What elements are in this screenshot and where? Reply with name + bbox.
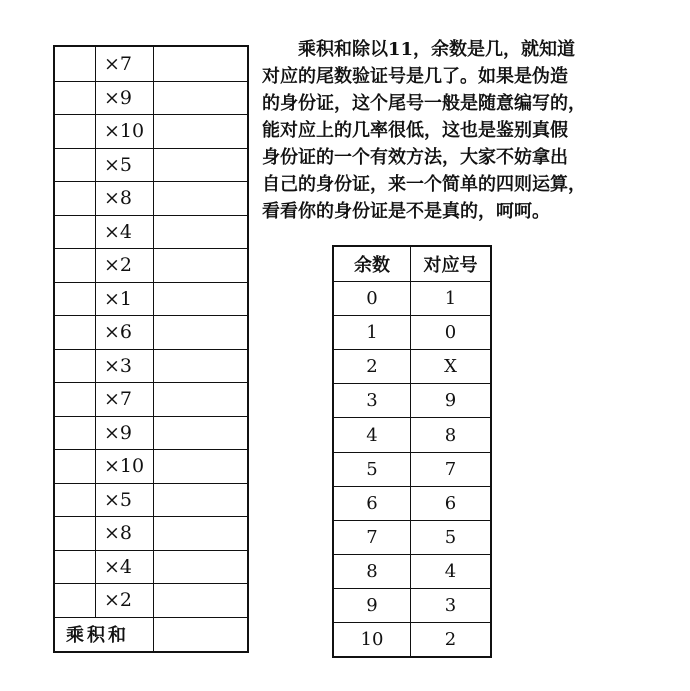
product-cell (154, 283, 247, 316)
product-cell (154, 216, 247, 249)
lookup-row (334, 315, 490, 349)
lookup-row (334, 281, 490, 315)
digit-cell (55, 450, 96, 483)
multiplier-row (55, 583, 247, 617)
check-digit-cell: 6 (444, 492, 457, 514)
header-check-digit: 对应号 (423, 255, 478, 277)
multiplier-table (53, 45, 249, 653)
check-digit-cell: 3 (444, 594, 457, 616)
remainder-cell: 9 (334, 589, 411, 622)
lookup-row (334, 588, 490, 622)
check-digit-cell: 5 (444, 526, 457, 548)
total-row (55, 617, 247, 651)
multiplier-row (55, 248, 247, 282)
lookup-row (334, 417, 490, 451)
digit-cell (55, 149, 96, 182)
multiplier-cell: ×9 (96, 417, 154, 450)
product-cell (154, 517, 247, 550)
product-cell (154, 82, 247, 115)
product-cell (154, 182, 247, 215)
multiplier-cell: ×5 (96, 484, 154, 517)
digit-cell (55, 316, 96, 349)
paragraph-line: 乘积和除以11，余数是几，就知道 (298, 39, 576, 60)
paragraph-line: 身份证的一个有效方法，大家不妨拿出 (262, 147, 568, 168)
digit-cell (55, 182, 96, 215)
multiplier-row (55, 516, 247, 550)
digit-cell (55, 383, 96, 416)
remainder-cell: 5 (334, 453, 411, 486)
remainder-cell: 1 (334, 316, 411, 349)
check-digit-cell: X (444, 356, 457, 378)
remainder-cell: 6 (334, 487, 411, 520)
multiplier-cell: ×7 (96, 47, 154, 81)
multiplier-row (55, 416, 247, 450)
multiplier-row (55, 483, 247, 517)
multiplier-row (55, 215, 247, 249)
product-cell (154, 551, 247, 584)
digit-cell (55, 551, 96, 584)
multiplier-row (55, 550, 247, 584)
product-cell (154, 383, 247, 416)
total-value-cell (154, 618, 247, 651)
product-cell (154, 149, 247, 182)
lookup-row (334, 554, 490, 588)
product-cell (154, 47, 247, 81)
digit-cell (55, 584, 96, 617)
remainder-cell: 2 (334, 350, 411, 383)
lookup-row (334, 383, 490, 417)
multiplier-row (55, 81, 247, 115)
multiplier-row (55, 315, 247, 349)
multiplier-cell: ×4 (96, 216, 154, 249)
multiplier-cell: ×2 (96, 249, 154, 282)
lookup-row (334, 520, 490, 554)
product-cell (154, 450, 247, 483)
remainder-cell: 0 (334, 282, 411, 315)
product-cell (154, 249, 247, 282)
digit-cell (55, 350, 96, 383)
product-cell (154, 316, 247, 349)
product-cell (154, 417, 247, 450)
multiplier-row (55, 382, 247, 416)
multiplier-row (55, 114, 247, 148)
paragraph-line: 对应的尾数验证号是几了。如果是伪造 (262, 66, 568, 87)
multiplier-row (55, 47, 247, 81)
digit-cell (55, 517, 96, 550)
lookup-row (334, 622, 490, 656)
multiplier-cell: ×1 (96, 283, 154, 316)
lookup-row (334, 486, 490, 520)
multiplier-row (55, 449, 247, 483)
total-label: 乘积和 (55, 618, 154, 651)
multiplier-cell: ×3 (96, 350, 154, 383)
product-cell (154, 115, 247, 148)
check-digit-cell: 7 (444, 458, 457, 480)
multiplier-row (55, 282, 247, 316)
multiplier-row (55, 349, 247, 383)
multiplier-cell: ×8 (96, 517, 154, 550)
multiplier-cell: ×9 (96, 82, 154, 115)
multiplier-cell: ×6 (96, 316, 154, 349)
multiplier-cell: ×10 (96, 115, 154, 148)
multiplier-cell: ×4 (96, 551, 154, 584)
multiplier-cell: ×2 (96, 584, 154, 617)
product-cell (154, 350, 247, 383)
remainder-cell: 3 (334, 384, 411, 417)
multiplier-cell: ×8 (96, 182, 154, 215)
digit-cell (55, 82, 96, 115)
multiplier-row (55, 148, 247, 182)
check-digit-cell: 9 (444, 390, 457, 412)
explanation-paragraph (262, 36, 647, 225)
multiplier-row (55, 181, 247, 215)
digit-cell (55, 283, 96, 316)
product-cell (154, 584, 247, 617)
multiplier-cell: ×10 (96, 450, 154, 483)
remainder-lookup-table (332, 245, 492, 658)
paragraph-line: 看看你的身份证是不是真的，呵呵。 (262, 201, 550, 222)
digit-cell (55, 417, 96, 450)
check-digit-cell: 0 (444, 322, 457, 344)
paragraph-line: 能对应上的几率很低，这也是鉴别真假 (262, 120, 568, 141)
check-digit-cell: 1 (444, 288, 457, 310)
check-digit-cell: 2 (444, 629, 457, 651)
check-digit-cell: 8 (444, 424, 457, 446)
product-cell (154, 484, 247, 517)
remainder-cell: 10 (334, 623, 411, 656)
digit-cell (55, 216, 96, 249)
multiplier-cell: ×5 (96, 149, 154, 182)
remainder-cell: 8 (334, 555, 411, 588)
digit-cell (55, 47, 96, 81)
check-digit-cell: 4 (444, 560, 457, 582)
header-remainder: 余数 (334, 247, 411, 281)
paragraph-line: 自己的身份证，来一个简单的四则运算， (262, 174, 586, 195)
paragraph-line: 的身份证，这个尾号一般是随意编写的， (262, 93, 586, 114)
digit-cell (55, 249, 96, 282)
digit-cell (55, 484, 96, 517)
lookup-row (334, 452, 490, 486)
lookup-header-row (334, 247, 490, 281)
remainder-cell: 4 (334, 418, 411, 451)
digit-cell (55, 115, 96, 148)
multiplier-cell: ×7 (96, 383, 154, 416)
remainder-cell: 7 (334, 521, 411, 554)
lookup-row (334, 349, 490, 383)
